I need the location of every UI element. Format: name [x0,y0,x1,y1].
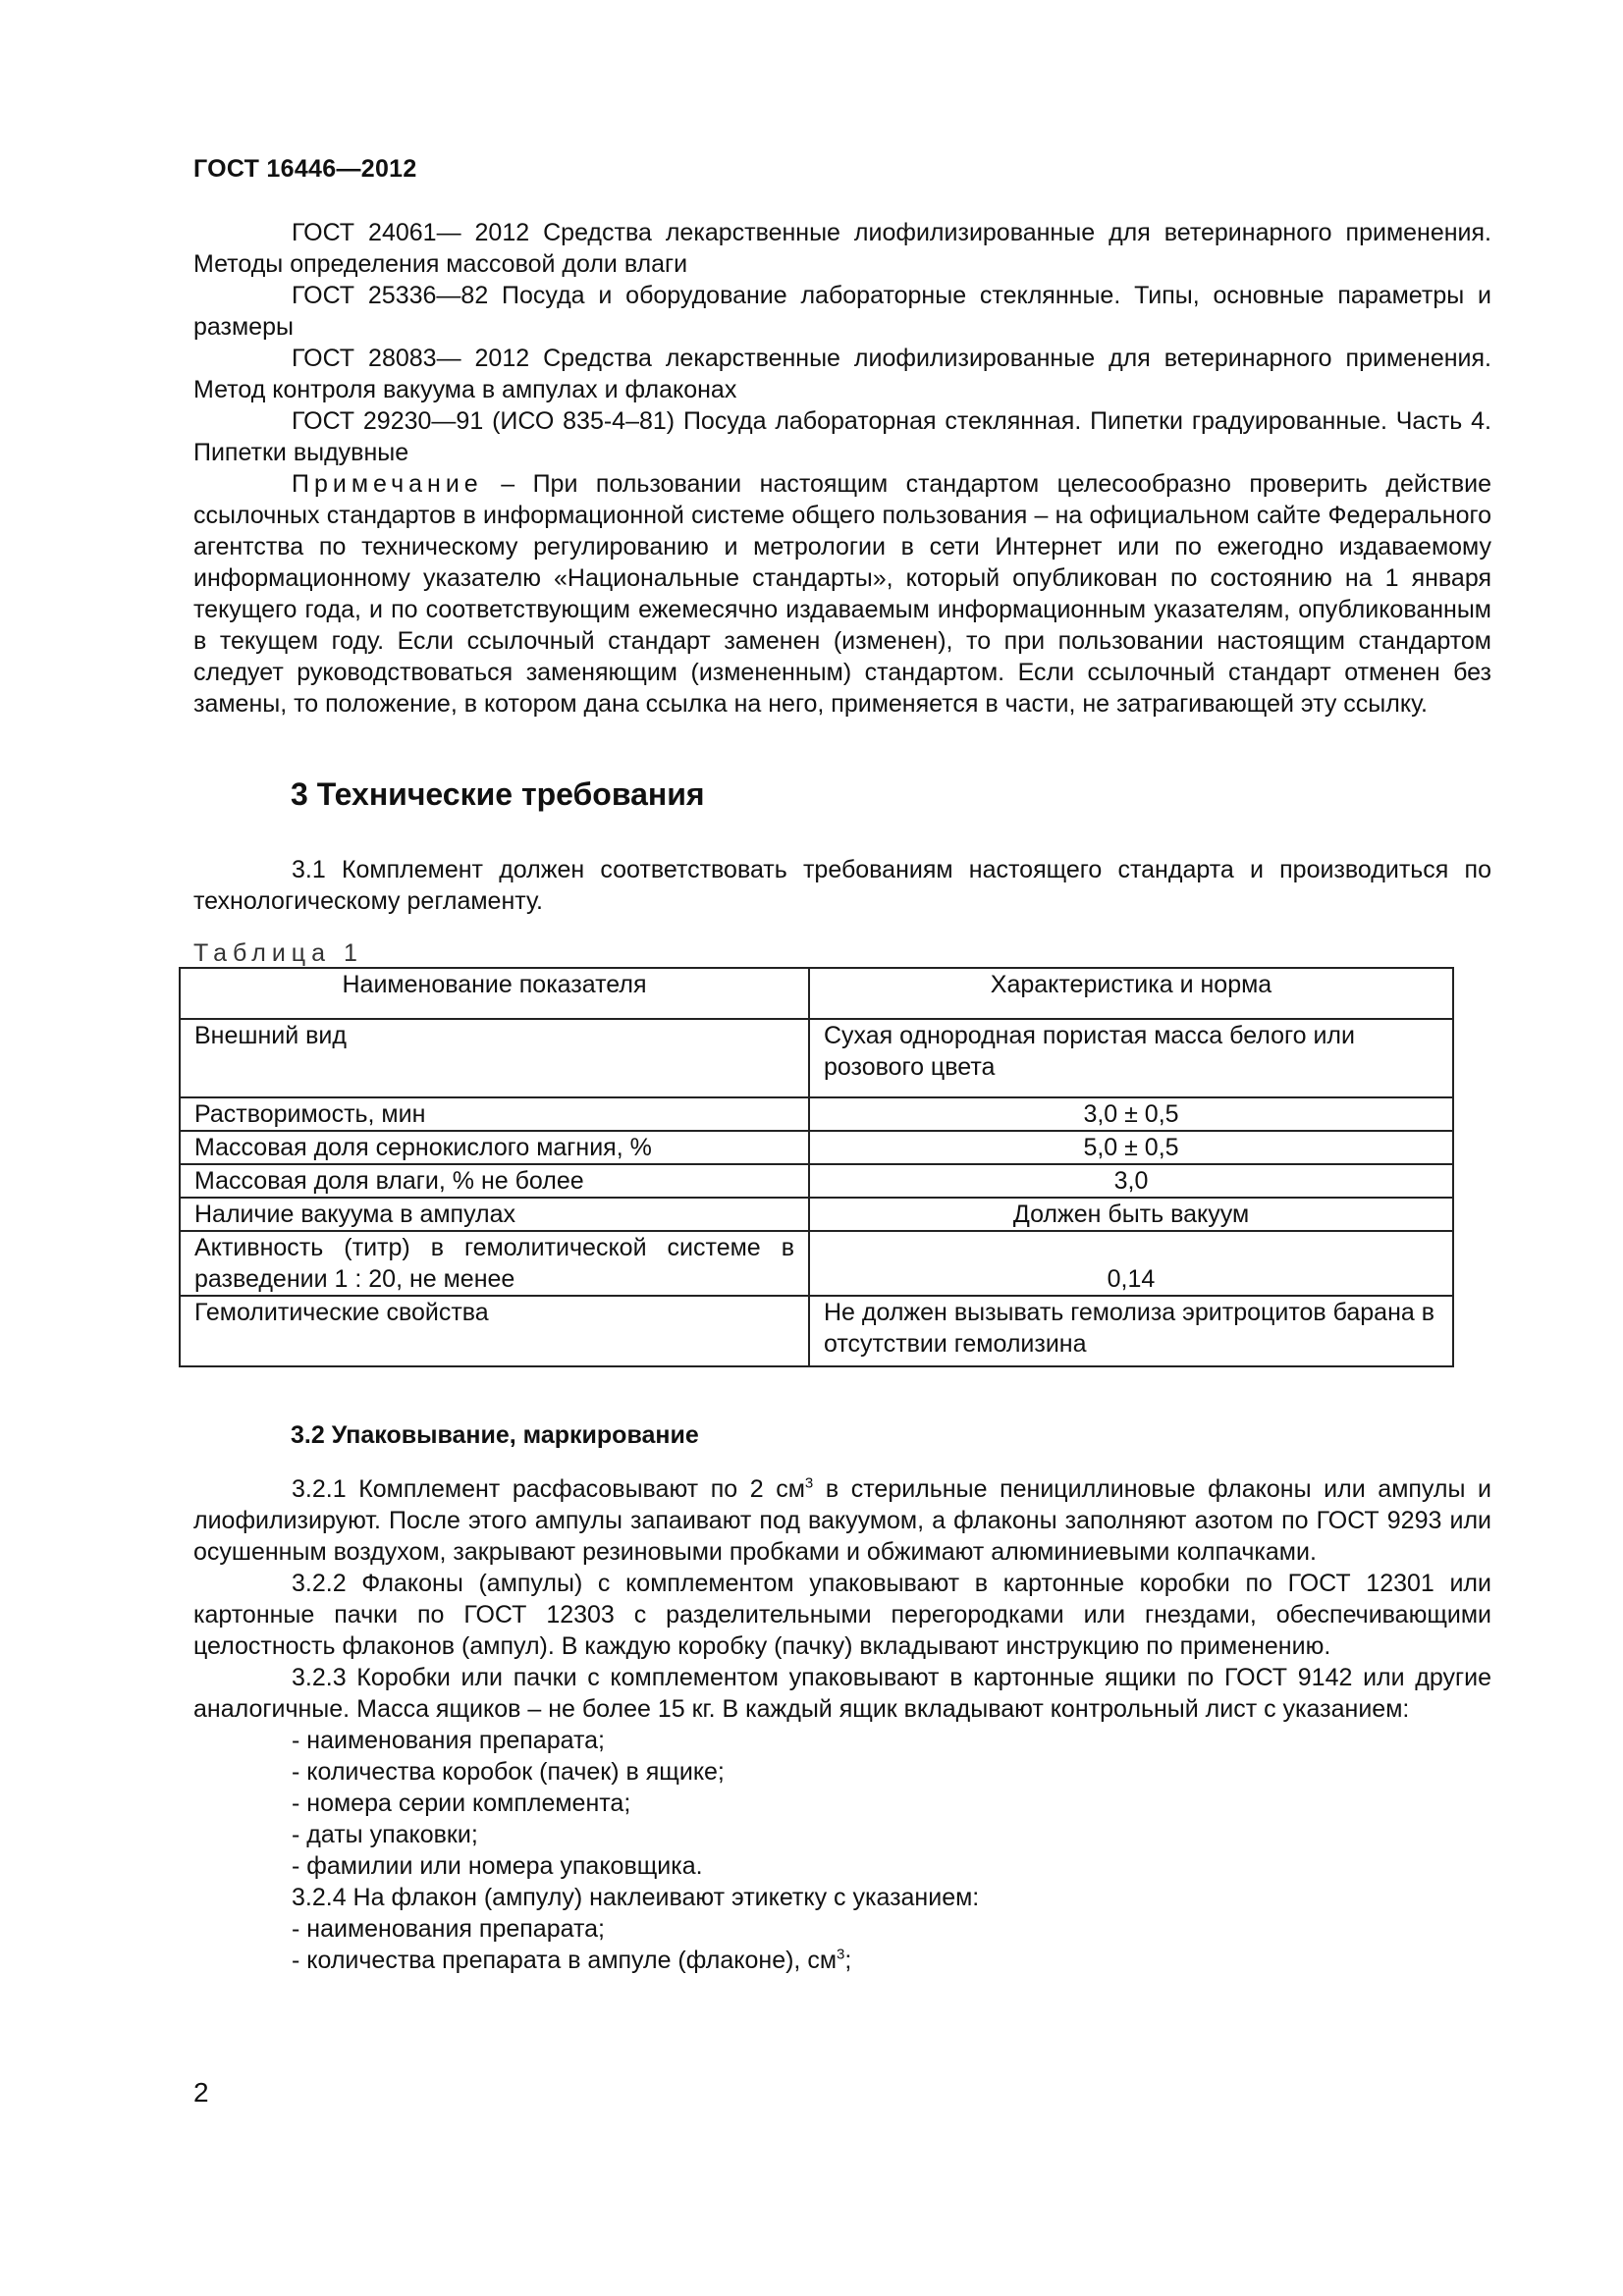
paragraph-3-2-1-start: 3.2.1 Комплемент расфасовывают по 2 см [292,1475,805,1503]
table-header-row [180,968,1453,1019]
list-item: - фамилии или номера упаковщика. [292,1852,703,1880]
table-row [180,1198,1453,1231]
table-row [180,1164,1453,1198]
table-cell: Растворимость, мин [180,1097,809,1131]
list-item: - номера серии комплемента; [292,1789,631,1817]
table-cell: Массовая доля влаги, % не более [180,1164,809,1198]
list-item: - количества коробок (пачек) в ящике; [292,1758,725,1786]
page-number: 2 [193,2077,209,2108]
paragraph-3-2-1 [193,1473,1491,1568]
list-item-tail: ; [844,1947,852,1974]
table-row [180,1019,1453,1097]
list-item-text: - количества препарата в ампуле (флаконе), см [292,1947,838,1974]
paragraph-3-2-4: 3.2.4 На флакон (ампулу) наклеивают этикетку с указанием: [292,1884,980,1911]
table-cell: Наличие вакуума в ампулах [180,1198,809,1231]
table-row [180,1296,1453,1366]
table-caption: Таблица 1 [193,939,363,967]
normative-references [193,217,1491,720]
list-item [193,1945,1491,1976]
paragraph-3-2-3: 3.2.3 Коробки или пачки с комплементом упаковывают в картонные ящики по ГОСТ 9142 или другие аналогичные. Масса ящиков – не более 15 кг. В каждый ящик вкладывают контрольный лист с указанием: [193,1664,1491,1723]
table-row [180,1097,1453,1131]
requirements-table [179,967,1454,1367]
section-3-body [193,854,1491,917]
table-cell: Должен быть вакуум [809,1198,1453,1231]
list-item: - наименования препарата; [292,1915,605,1943]
section-3-heading: 3 Технические требования [291,776,705,812]
reference-item: ГОСТ 28083— 2012 Средства лекарственные лиофилизированные для ветеринарного применения. Метод контроля вакуума в ампулах и флаконах [193,345,1491,403]
table-cell: 3,0 [809,1164,1453,1198]
table-cell: Гемолитические свойства [180,1296,809,1366]
table-row [180,1131,1453,1164]
reference-item: ГОСТ 24061— 2012 Средства лекарственные лиофилизированные для ветеринарного применения. Методы определения массовой доли влаги [193,219,1491,278]
table-cell: 5,0 ± 0,5 [809,1131,1453,1164]
table-row [180,1231,1453,1296]
reference-item: ГОСТ 25336—82 Посуда и оборудование лабораторные стеклянные. Типы, основные параметры и размеры [193,282,1491,341]
table-cell: Сухая однородная пористая масса белого или розового цвета [809,1019,1453,1097]
reference-item: ГОСТ 29230—91 (ИСО 835-4–81) Посуда лабораторная стеклянная. Пипетки градуированные. Часть 4. Пипетки выдувные [193,407,1491,466]
note-text: – При пользовании настоящим стандартом целесообразно проверить действие ссылочных стандартов в информационной системе общего пользования – на официальном сайте Федерального агентства по техническому регулированию и метрологии в сети Интернет или по ежегодно издаваемому информационному указателю «Национальные стандарты», который опубликован по состоянию на 1 января текущего года, и по соответствующим ежемесячно издаваемым информационным указателям, опубликованным в текущем году. Если ссылочный стандарт заменен (изменен), то при пользовании настоящим стандартом следует руководствоваться заменяющим (измененным) стандартом. Если ссылочный стандарт отменен без замены, то положение, в котором дана ссылка на него, применяется в части, не затрагивающей эту ссылку. [193,470,1491,718]
section-3-2-heading: 3.2 Упаковывание, маркирование [291,1421,699,1449]
paragraph-3-2-2: 3.2.2 Флаконы (ампулы) с комплементом упаковывают в картонные коробки по ГОСТ 12301 или картонные пачки по ГОСТ 12303 с разделительными перегородками или гнездами, обеспечивающими целостность флаконов (ампул). В каждую коробку (пачку) вкладывают инструкцию по применению. [193,1570,1491,1660]
table-cell: 0,14 [809,1231,1453,1296]
list-item: - даты упаковки; [292,1821,478,1848]
table-header-cell: Наименование показателя [180,968,809,1019]
table-cell: Активность (титр) в гемолитической системе в разведении 1 : 20, не менее [180,1231,809,1296]
table-header-cell: Характеристика и норма [809,968,1453,1019]
superscript: 3 [804,1474,814,1492]
list-item: - наименования препарата; [292,1727,605,1754]
paragraph-3-1: 3.1 Комплемент должен соответствовать требованиям настоящего стандарта и производиться по технологическому регламенту. [193,856,1491,915]
document-code-header: ГОСТ 16446—2012 [193,155,417,183]
note-label: Примечание [292,470,483,498]
section-3-2-body [193,1473,1491,1976]
superscript: 3 [837,1946,845,1963]
note-paragraph [193,468,1491,720]
paragraph-3-2-1-end: в стерильные пенициллиновые флаконы или ампулы и лиофилизируют. После этого ампулы запаивают под вакуумом, а флаконы заполняют азотом по ГОСТ 9293 или осушенным воздухом, закрывают резиновыми пробками и обжимают алюминиевыми колпачками. [193,1475,1491,1566]
table-cell: Внешний вид [180,1019,809,1097]
table-cell: Не должен вызывать гемолиза эритроцитов барана в отсутствии гемолизина [809,1296,1453,1366]
table-cell: Массовая доля сернокислого магния, % [180,1131,809,1164]
table-cell: 3,0 ± 0,5 [809,1097,1453,1131]
